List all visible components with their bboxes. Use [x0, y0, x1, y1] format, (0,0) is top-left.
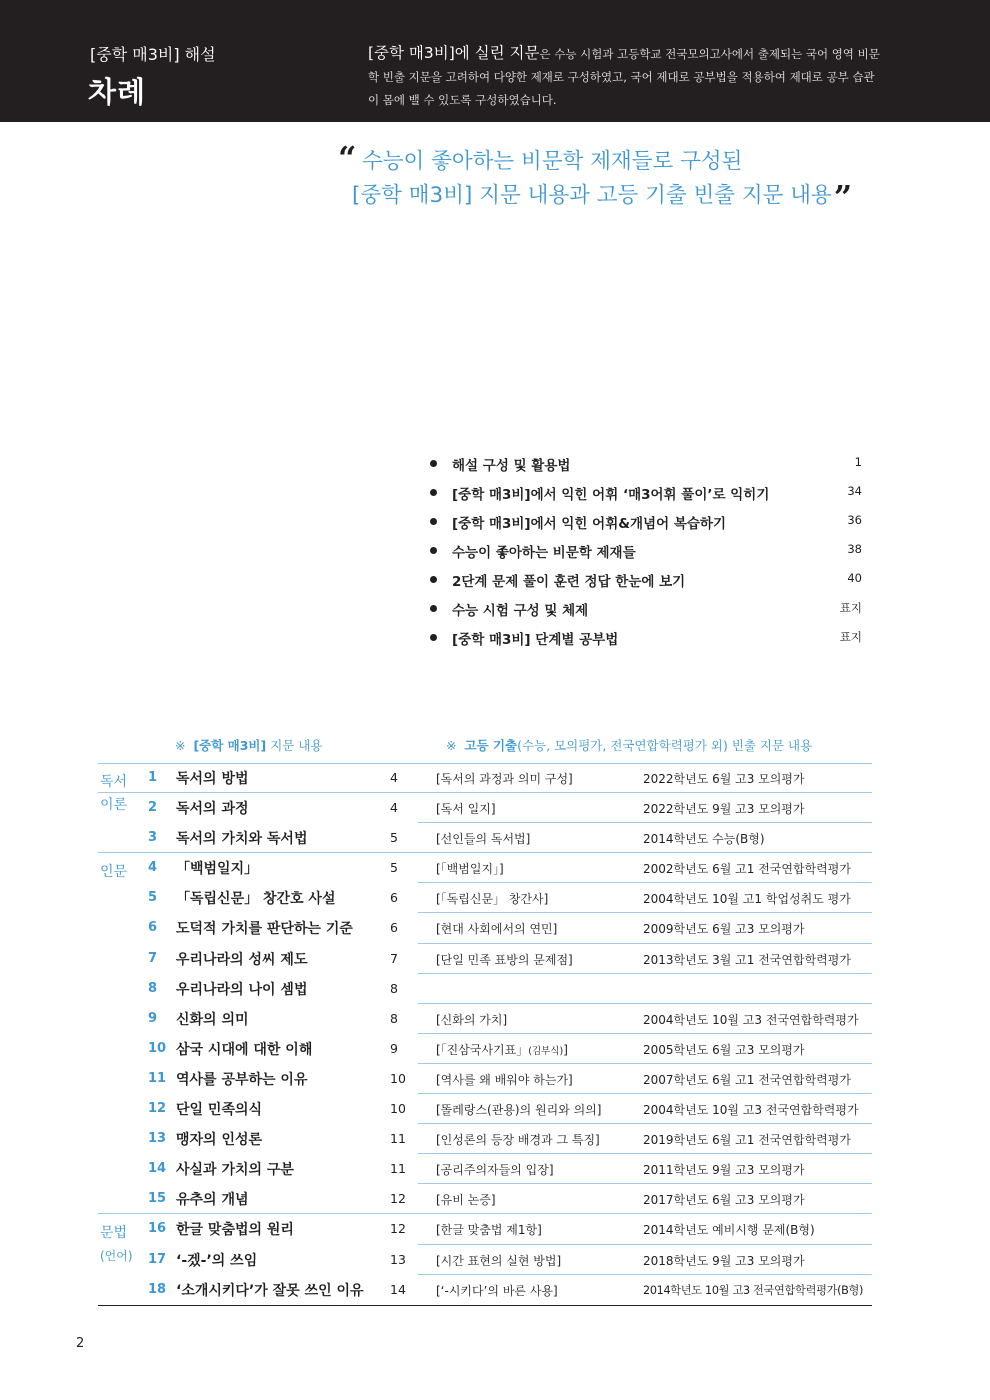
column-header-mark: ※ — [446, 738, 457, 753]
row-page: 5 — [390, 830, 398, 846]
row-source: [독서 일지] — [436, 802, 496, 817]
row-source-text: [「진삼국사기표」 — [436, 1042, 529, 1057]
row-source: [시간 표현의 실현 방법] — [436, 1253, 562, 1268]
row-page: 6 — [390, 890, 398, 906]
table-row[interactable] — [98, 823, 872, 853]
row-page: 8 — [390, 980, 398, 996]
row-number: 14 — [148, 1161, 167, 1177]
row-exam: 2022학년도 9월 고3 모의평가 — [643, 802, 805, 817]
row-exam: 2014학년도 수능(B형) — [643, 832, 765, 847]
row-number: 1 — [148, 770, 158, 785]
toc-item[interactable] — [428, 598, 862, 627]
category-label: 인문 — [100, 864, 128, 881]
row-number: 8 — [148, 980, 158, 996]
row-title: 「백범일지」 — [176, 861, 259, 878]
header-description-lead: [중학 매3비]에 실린 지문 — [368, 44, 540, 62]
row-page: 6 — [390, 920, 398, 936]
row-number: 6 — [148, 920, 158, 936]
row-title: 독서의 방법 — [176, 771, 249, 787]
bullet-icon — [430, 547, 437, 554]
header-description — [368, 42, 883, 112]
row-source — [436, 1041, 568, 1058]
row-title: 독서의 과정 — [176, 801, 249, 818]
row-title: 한글 맞춤법의 원리 — [176, 1222, 294, 1239]
toc-item[interactable] — [428, 627, 862, 656]
row-exam: 2014학년도 10월 고3 전국연합학력평가(B형) — [643, 1283, 864, 1297]
row-exam: 2013학년도 3월 고1 전국연합학력평가 — [643, 952, 851, 967]
row-page: 7 — [390, 950, 398, 966]
page-title: 차례 — [88, 75, 147, 109]
row-number: 2 — [148, 800, 158, 816]
row-title: 삼국 시대에 대한 이해 — [176, 1041, 313, 1058]
row-exam: 2014학년도 예비시행 문제(B형) — [643, 1223, 815, 1238]
row-source: [「독립신문」 창간사] — [436, 892, 549, 907]
table-row[interactable] — [98, 1094, 872, 1124]
row-source: [단일 민족 표방의 문제점] — [436, 952, 573, 967]
row-page: 10 — [390, 1070, 406, 1086]
bullet-icon — [430, 576, 437, 583]
row-source-author: (김부식) — [528, 1045, 564, 1057]
bullet-icon — [430, 518, 437, 525]
table-row[interactable] — [98, 1184, 872, 1214]
row-title: 단일 민족의식 — [176, 1102, 263, 1119]
row-source-end: ] — [563, 1042, 568, 1057]
row-number: 13 — [148, 1131, 167, 1147]
row-source: [‘-시키다’의 바른 사용] — [436, 1283, 558, 1298]
row-title: 도덕적 가치를 판단하는 기준 — [176, 921, 353, 938]
table-row[interactable] — [98, 1064, 872, 1094]
toc-item[interactable] — [428, 453, 862, 482]
row-exam: 2011학년도 9월 고3 모의평가 — [643, 1163, 805, 1178]
row-exam: 2017학년도 6월 고3 모의평가 — [643, 1193, 805, 1208]
table-row[interactable] — [98, 1275, 872, 1305]
column-header-text: 지문 내용 — [266, 738, 323, 753]
toc-item-page: 표지 — [839, 601, 862, 615]
toc-item-page: 1 — [854, 455, 862, 469]
row-source: [똘레랑스(관용)의 원리와 의의] — [436, 1103, 602, 1118]
table-row[interactable] — [98, 1124, 872, 1154]
category-reading-1: 독서 — [100, 774, 128, 790]
row-number: 16 — [148, 1221, 167, 1237]
toc-item-label: [중학 매3비] 단계별 공부법 — [452, 632, 619, 648]
toc-item-page: 38 — [847, 542, 862, 556]
toc-item[interactable] — [428, 511, 862, 540]
quote-line-1: 수능이 좋아하는 비문학 제재들로 구성된 — [362, 149, 743, 174]
table-row[interactable] — [98, 1004, 872, 1034]
row-number: 15 — [148, 1191, 167, 1207]
row-title: 역사를 공부하는 이유 — [176, 1071, 308, 1088]
row-number: 11 — [148, 1070, 167, 1086]
row-source: [공리주의자들의 입장] — [436, 1163, 554, 1178]
row-exam: 2022학년도 6월 고3 모의평가 — [643, 772, 805, 786]
row-title: 신화의 의미 — [176, 1011, 249, 1028]
row-page: 12 — [390, 1221, 406, 1237]
row-exam: 2005학년도 6월 고3 모의평가 — [643, 1042, 805, 1057]
quote-line-2-text: [중학 매3비] 지문 내용과 고등 기출 빈출 지문 내용 — [352, 183, 832, 208]
table-row[interactable] — [98, 883, 872, 913]
bullet-icon — [430, 460, 437, 467]
row-source: [유비 논증] — [436, 1193, 496, 1208]
row-source: [현대 사회에서의 연민] — [436, 922, 558, 937]
column-header-mark: ※ — [175, 738, 186, 753]
row-source: [신화의 가치] — [436, 1012, 508, 1027]
column-header-book — [175, 736, 322, 754]
toc-item-label: 2단계 문제 풀이 훈련 정답 한눈에 보기 — [452, 574, 686, 590]
table-row[interactable] — [98, 793, 872, 823]
toc-item-page: 36 — [847, 513, 862, 527]
row-title: 우리나라의 성씨 제도 — [176, 951, 308, 968]
row-page: 12 — [390, 1191, 406, 1207]
row-exam: 2002학년도 6월 고1 전국연합학력평가 — [643, 862, 851, 877]
row-page: 5 — [390, 860, 398, 876]
row-exam: 2007학년도 6월 고1 전국연합학력평가 — [643, 1072, 851, 1087]
toc-item-label: [중학 매3비]에서 익힌 어휘 ‘매3어휘 풀이’로 익히기 — [452, 487, 770, 503]
row-number: 3 — [148, 830, 158, 846]
category-grammar: 문법 — [100, 1225, 128, 1242]
row-source: [인성론의 등장 배경과 그 특징] — [436, 1133, 600, 1148]
header-subtitle: [중학 매3비] 해설 — [90, 45, 216, 64]
row-page: 4 — [390, 800, 398, 816]
page-number: 2 — [76, 1336, 85, 1351]
row-exam: 2004학년도 10월 고1 학업성취도 평가 — [643, 892, 851, 907]
toc-item[interactable] — [428, 569, 862, 598]
table-row[interactable] — [98, 944, 872, 974]
row-title: 맹자의 인성론 — [176, 1132, 263, 1149]
row-source: [독서의 과정과 의미 구성] — [436, 772, 573, 786]
row-page: 8 — [390, 1010, 398, 1026]
category-grammar-sub: (언어) — [100, 1249, 133, 1264]
row-number: 9 — [148, 1010, 158, 1026]
row-exam: 2004학년도 10월 고3 전국연합학력평가 — [643, 1012, 859, 1027]
quote-line-2 — [352, 179, 852, 214]
column-header-text: (수능, 모의평가, 전국연합학력평가 외) 빈출 지문 내용 — [517, 738, 813, 753]
toc-item-page: 표지 — [839, 630, 862, 644]
row-title: 독서의 가치와 독서법 — [176, 831, 308, 848]
row-number: 18 — [148, 1281, 167, 1297]
row-number: 7 — [148, 950, 158, 966]
row-source: [한글 맞춤법 제1항] — [436, 1223, 542, 1238]
table-row[interactable] — [98, 1154, 872, 1184]
row-title: 우리나라의 나이 셈법 — [176, 981, 308, 998]
row-number: 5 — [148, 890, 158, 906]
quote-open-mark: “ — [338, 139, 357, 177]
row-number: 10 — [148, 1040, 167, 1056]
category-reading-2: 이론 — [100, 797, 128, 813]
quote-close-mark: ” — [833, 178, 853, 216]
row-source: [선인들의 독서법] — [436, 832, 531, 847]
column-header-exam — [446, 736, 812, 754]
table-row[interactable] — [98, 1245, 872, 1275]
row-title: 사실과 가치의 구분 — [176, 1162, 294, 1179]
contents-table — [98, 763, 872, 1305]
row-title: ‘소개시키다’가 잘못 쓰인 이유 — [176, 1282, 364, 1299]
table-row[interactable] — [98, 974, 872, 1004]
toc-item-label: 수능이 좋아하는 비문학 제재들 — [452, 545, 636, 561]
table-bottom-rule — [98, 1305, 872, 1306]
toc-item-label: 해설 구성 및 활용법 — [452, 458, 571, 474]
table-row[interactable] — [98, 913, 872, 943]
row-source: [역사를 왜 배워야 하는가] — [436, 1072, 573, 1087]
row-title: 「독립신문」 창간호 사설 — [176, 891, 336, 908]
toc-item-page: 34 — [847, 484, 862, 498]
toc-item-page: 40 — [847, 571, 862, 585]
column-header-bold: [중학 매3비] — [193, 738, 267, 753]
row-exam: 2009학년도 6월 고3 모의평가 — [643, 922, 805, 937]
row-title: ‘-겠-’의 쓰임 — [176, 1252, 258, 1269]
row-exam: 2018학년도 9월 고3 모의평가 — [643, 1253, 805, 1268]
row-number: 17 — [148, 1251, 167, 1267]
toc-item[interactable] — [428, 540, 862, 569]
page-header — [0, 0, 990, 122]
toc-item-label: [중학 매3비]에서 익힌 어휘&개념어 복습하기 — [452, 516, 727, 532]
row-page: 4 — [390, 770, 398, 785]
header-description-text: 은 수능 시험과 고등학교 전국모의고사에서 출제되는 국어 영역 비문학 빈출 지문을 고려하여 다양한 제재로 구성하였고, 국어 제대로 공부법을 적용하여 제대로 공부 습관이 몸에 밸 수 있도록 구성하였습니다. — [368, 47, 880, 107]
row-source: [「백범일지」] — [436, 862, 504, 877]
toc-item[interactable] — [428, 482, 862, 511]
table-row[interactable] — [98, 1034, 872, 1064]
row-number: 12 — [148, 1101, 167, 1117]
row-page: 11 — [390, 1131, 406, 1147]
row-page: 10 — [390, 1101, 406, 1117]
row-exam: 2004학년도 10월 고3 전국연합학력평가 — [643, 1103, 859, 1118]
row-exam: 2019학년도 6월 고1 전국연합학력평가 — [643, 1133, 851, 1148]
table-row[interactable] — [98, 853, 872, 883]
bullet-icon — [430, 489, 437, 496]
row-page: 11 — [390, 1161, 406, 1177]
column-header-bold: 고등 기출 — [464, 738, 518, 753]
toc-list — [428, 453, 862, 656]
row-page: 13 — [390, 1251, 406, 1267]
row-page: 9 — [390, 1040, 398, 1056]
toc-item-label: 수능 시험 구성 및 체제 — [452, 603, 589, 619]
bullet-icon — [430, 634, 437, 641]
row-page: 14 — [390, 1281, 406, 1297]
row-title: 유추의 개념 — [176, 1192, 249, 1209]
bullet-icon — [430, 605, 437, 612]
row-number: 4 — [148, 860, 158, 876]
